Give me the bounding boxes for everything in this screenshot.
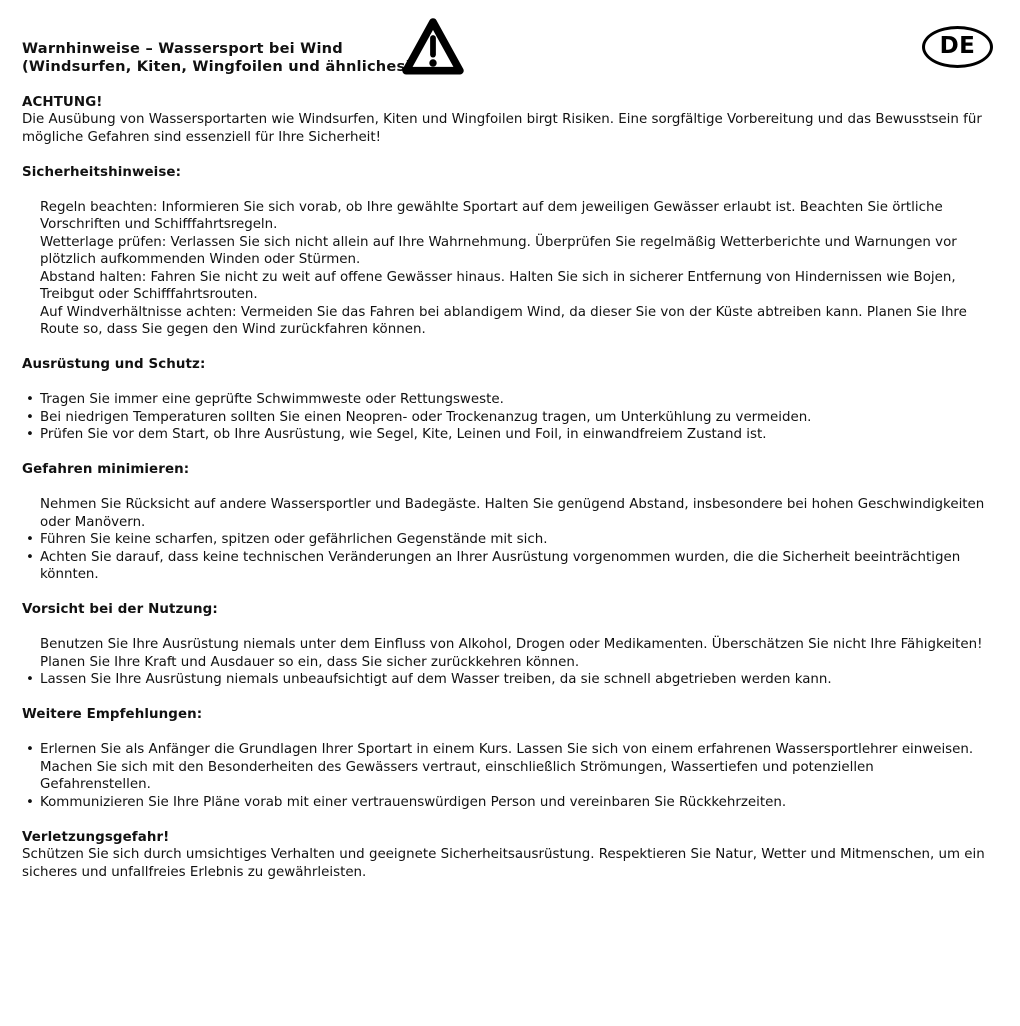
list-item [22,234,986,269]
section-gefahren-minimieren [22,461,986,584]
document-header [22,33,986,76]
section-heading-empfehlungen: Weitere Empfehlungen: [22,707,203,722]
list-item [22,269,986,304]
paragraph-verletzungsgefahr: Schützen Sie sich durch umsichtiges Verhalten und geeignete Sicherheitsausrüstung. Respektieren Sie Natur, Wetter und Mitmenschen, um ein sicheres und unfallfreies Erlebnis zu gewährleisten. [22,847,985,880]
list-item [22,199,986,234]
list-item-text: Nehmen Sie Rücksicht auf andere Wassersportler und Badegäste. Halten Sie genügend Abstand, insbesondere bei hohen Geschwindigkeiten oder Manövern. [40,497,985,530]
section-heading-gefahren: Gefahren minimieren: [22,462,190,477]
list-item [22,391,986,409]
list-item-text: Prüfen Sie vor dem Start, ob Ihre Ausrüstung, wie Segel, Kite, Leinen und Foil, in einwandfreiem Zustand ist. [40,427,767,442]
section-heading-vorsicht: Vorsicht bei der Nutzung: [22,602,218,617]
list-item [22,304,986,339]
section-heading-achtung: ACHTUNG! [22,94,103,110]
list-item [22,531,986,549]
bullet-marker: • [26,794,34,810]
section-achtung [22,94,986,147]
list-item [22,409,986,427]
list-item-text: Führen Sie keine scharfen, spitzen oder gefährlichen Gegenstände mit sich. [40,532,548,547]
section-vorsicht [22,601,986,689]
list-item [22,496,986,531]
title-line-1: Warnhinweise – Wassersport bei Wind [22,40,343,57]
language-badge [922,26,993,68]
list-item [22,549,986,584]
list-item-text: Erlernen Sie als Anfänger die Grundlagen Ihrer Sportart in einem Kurs. Lassen Sie sich von einem erfahrenen Wassersportlehrer einweisen. [40,742,974,757]
list-item [22,741,986,759]
section-heading-verletzungsgefahr: Verletzungsgefahr! [22,829,170,845]
list-item-text: Wetterlage prüfen: Verlassen Sie sich nicht allein auf Ihre Wahrnehmung. Überprüfen Sie regelmäßig Wetterberichte und Warnungen vor plötzlich aufkommenden Winden oder Stürmen. [40,234,957,267]
list-item [22,759,986,794]
safety-list [22,199,986,339]
equipment-list [22,391,986,444]
list-item-text: Machen Sie sich mit den Besonderheiten des Gewässers vertraut, einschließlich Strömungen, Wassertiefen und potenziellen Gefahrenstellen. [40,759,874,792]
section-sicherheitshinweise [22,164,986,339]
list-item [22,671,986,689]
list-item-text: Achten Sie darauf, dass keine technischen Veränderungen an Ihrer Ausrüstung vorgenommen wurden, die die Sicherheit beeinträchtigen könnten. [40,549,961,582]
list-item-text: Abstand halten: Fahren Sie nicht zu weit auf offene Gewässer hinaus. Halten Sie sich in sicherer Entfernung von Hindernissen wie Bojen, Treibgut oder Schifffahrtsrouten. [40,269,956,302]
recommendations-list [22,741,986,811]
title-line-2: (Windsurfen, Kiten, Wingfoilen und ähnliches) [22,58,413,75]
minimize-list [22,496,986,584]
list-item [22,794,986,812]
list-item-text: Lassen Sie Ihre Ausrüstung niemals unbeaufsichtigt auf dem Wasser treiben, da sie schnell abgetrieben werden kann. [40,672,832,687]
bullet-marker: • [26,409,34,425]
list-item-text: Regeln beachten: Informieren Sie sich vorab, ob Ihre gewählte Sportart auf dem jeweiligen Gewässer erlaubt ist. Beachten Sie örtliche Vorschriften und Schifffahrtsregeln. [40,199,943,232]
section-weitere-empfehlungen [22,706,986,811]
list-item-text: Auf Windverhältnisse achten: Vermeiden Sie das Fahren bei ablandigem Wind, da dieser Sie von der Küste abtreiben kann. Planen Sie Ihre Route so, dass Sie gegen den Wind zurückfahren können. [40,304,967,337]
list-item [22,426,986,444]
list-item-text: Bei niedrigen Temperaturen sollten Sie einen Neopren- oder Trockenanzug tragen, um Unterkühlung zu vermeiden. [40,409,812,425]
bullet-marker: • [26,392,34,407]
caution-list [22,636,986,689]
bullet-marker: • [26,672,34,687]
language-badge-label: DE [939,33,976,60]
section-ausruestung [22,356,986,444]
list-item [22,636,986,671]
section-heading-ausruestung: Ausrüstung und Schutz: [22,357,206,372]
page-title [22,33,986,76]
bullet-marker: • [26,742,34,757]
list-item-text: Benutzen Sie Ihre Ausrüstung niemals unter dem Einfluss von Alkohol, Drogen oder Medikamenten. Überschätzen Sie nicht Ihre Fähigkeiten! Planen Sie Ihre Kraft und Ausdauer so ein, dass Sie sicher zurückkehren können. [40,637,983,670]
section-verletzungsgefahr [22,829,986,882]
bullet-marker: • [26,532,34,547]
list-item-text: Kommunizieren Sie Ihre Pläne vorab mit einer vertrauenswürdigen Person und vereinbaren Sie Rückkehrzeiten. [40,794,787,810]
paragraph-achtung: Die Ausübung von Wassersportarten wie Windsurfen, Kiten und Wingfoilen birgt Risiken. Eine sorgfältige Vorbereitung und das Bewusstsein für mögliche Gefahren sind essenziell für Ihre Sicherheit! [22,112,982,145]
bullet-marker: • [26,549,34,565]
warning-triangle-icon [401,16,465,78]
section-heading-sicherheitshinweise: Sicherheitshinweise: [22,164,182,180]
bullet-marker: • [26,427,34,442]
list-item-text: Tragen Sie immer eine geprüfte Schwimmweste oder Rettungsweste. [40,392,504,407]
